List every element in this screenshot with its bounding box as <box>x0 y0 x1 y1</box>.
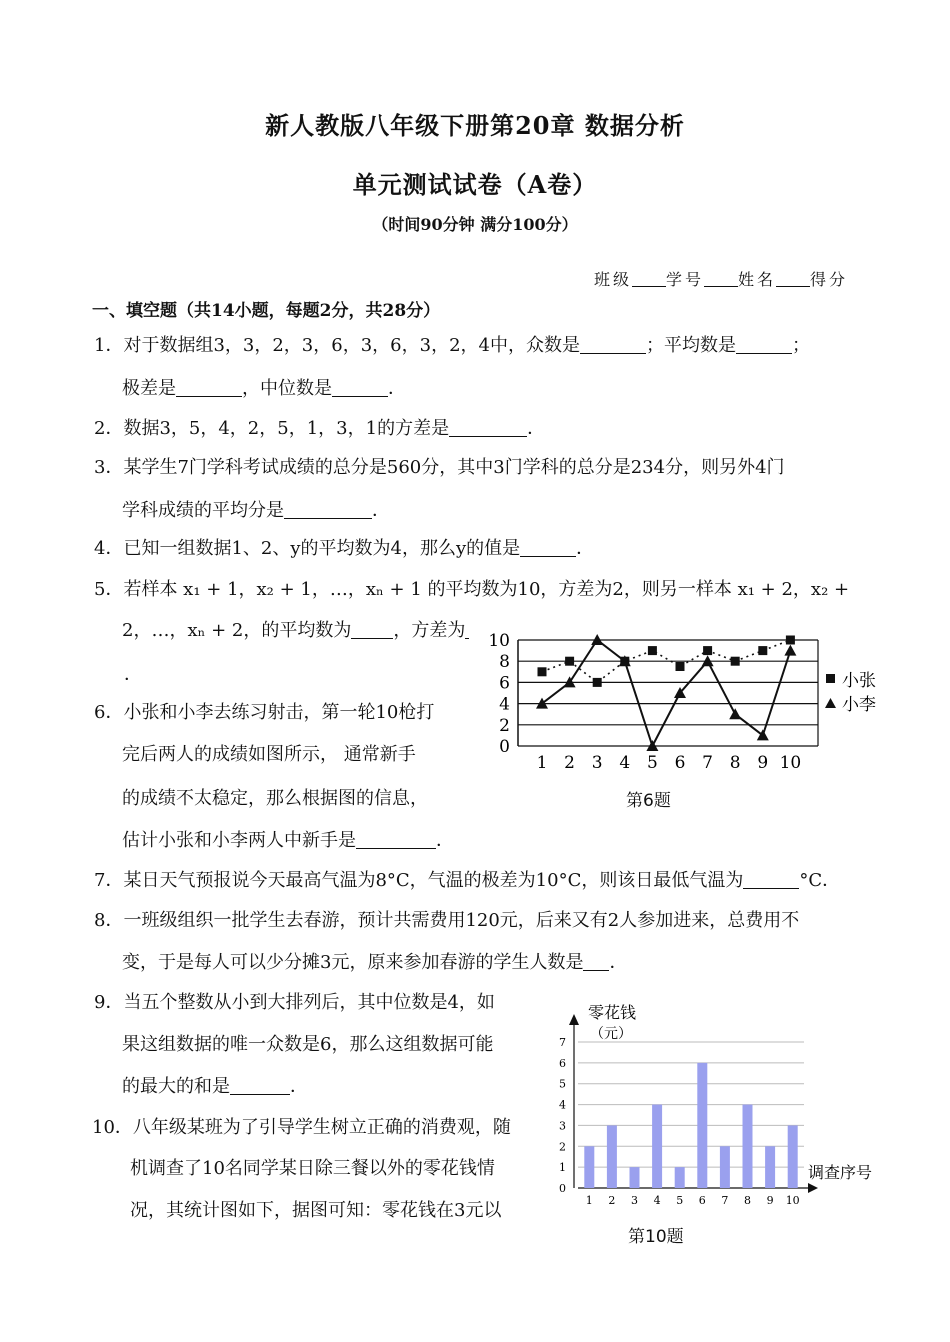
q6-x-tick-label: 3 <box>591 753 603 773</box>
q9-blank[interactable] <box>230 1076 290 1095</box>
q1-blank-mean[interactable] <box>736 335 792 354</box>
q10-chart-caption: 第10题 <box>628 1227 684 1247</box>
q6-y-tick-label: 2 <box>499 715 510 736</box>
q10-y-tick-label: 2 <box>559 1140 566 1154</box>
q1-text-2: ；平均数是 <box>645 335 736 356</box>
q4-text-2: ． <box>576 538 595 559</box>
q6-y-tick-label: 10 <box>488 631 510 651</box>
q1-text-3: ； <box>791 335 810 356</box>
q10-x-tick-label: 10 <box>785 1194 800 1207</box>
q10-bar <box>697 1063 707 1188</box>
question-3-line2 <box>122 500 390 522</box>
q10-x-tick-label: 5 <box>676 1194 684 1207</box>
q5-text-2: ，方差为 <box>393 620 466 641</box>
q10-y-tick-label: 6 <box>559 1056 566 1070</box>
question-5-line2 <box>122 620 469 642</box>
question-5-line3: ． <box>124 664 142 685</box>
q6-point-zhang <box>731 657 740 666</box>
q6-legend-label-zhang: 小张 <box>842 671 876 691</box>
q6-point-zhang <box>703 646 712 655</box>
q5-blank-mean[interactable] <box>351 620 393 639</box>
q1-text: 1．对于数据组3，3，2，3，6，3，6，3，2，4中，众数是 <box>94 335 580 356</box>
q10-bar <box>720 1146 730 1188</box>
question-9-line2: 果这组数据的唯一众数是6，那么这组数据可能 <box>122 1034 494 1055</box>
q6-point-zhang <box>648 646 657 655</box>
question-8-line1: 8．一班级组织一批学生去春游，预计共需费用120元，后来又有2人参加进来，总费用不 <box>94 910 800 931</box>
q2-text-2: ． <box>527 418 546 439</box>
q6-chart-caption: 第6题 <box>626 791 671 811</box>
question-6-line1: 6．小张和小李去练习射击，第一轮10枪打 <box>94 702 435 723</box>
q10-x-label: 调查序号 <box>808 1163 873 1182</box>
q6-point-zhang <box>565 657 574 666</box>
q10-bar <box>607 1125 617 1188</box>
q10-x-tick-label: 3 <box>631 1194 638 1207</box>
q6-text: 估计小张和小李两人中新手是 <box>122 830 356 851</box>
q6-x-tick-label: 8 <box>729 753 741 773</box>
q6-x-tick-label: 1 <box>536 753 548 773</box>
question-1-line2 <box>122 378 406 400</box>
q7-blank[interactable] <box>743 870 799 889</box>
question-9-line3 <box>122 1076 308 1098</box>
q10-x-tick-label: 6 <box>698 1194 706 1207</box>
student-info-row <box>594 267 848 290</box>
q4-text: 4．已知一组数据1、2、y的平均数为4，那么y的值是 <box>94 538 521 559</box>
q6-blank[interactable] <box>356 830 436 849</box>
class-blank[interactable] <box>632 270 666 287</box>
q6-x-tick-label: 7 <box>702 753 714 773</box>
q6-point-zhang <box>538 667 547 676</box>
q10-y-tick-label: 3 <box>559 1119 566 1133</box>
name-label: 姓名 <box>738 270 777 289</box>
q3-text: 学科成绩的平均分是 <box>122 500 284 521</box>
q10-x-tick-label: 2 <box>608 1194 616 1207</box>
q10-y-unit: （元） <box>590 1026 632 1042</box>
question-3-line1: 3．某学生7门学科考试成绩的总分是560分，其中3门学科的总分是234分，则另外4门 <box>94 457 785 478</box>
q6-line-chart <box>470 628 890 778</box>
q6-legend-marker-zhang <box>826 674 835 683</box>
q1-text-6: ． <box>388 378 406 399</box>
question-7 <box>94 870 840 892</box>
q6-point-zhang <box>593 678 602 687</box>
q10-x-axis-arrow <box>808 1183 818 1193</box>
q3-blank[interactable] <box>284 500 372 519</box>
q1-blank-range[interactable] <box>176 378 242 397</box>
id-blank[interactable] <box>704 270 738 287</box>
q6-x-tick-label: 4 <box>619 753 631 773</box>
exam-subtitle: （时间90分钟 满分100分） <box>372 215 578 234</box>
q10-x-tick-label: 7 <box>721 1194 729 1207</box>
q10-bar <box>788 1125 798 1188</box>
exam-title-line2: 单元测试试卷（A卷） <box>352 170 598 199</box>
q10-bar <box>765 1146 775 1188</box>
q10-y-axis-arrow <box>569 1014 579 1025</box>
q6-point-li <box>729 708 741 719</box>
q6-point-zhang <box>758 646 767 655</box>
q6-y-tick-label: 0 <box>499 737 510 757</box>
q10-x-tick-label: 9 <box>766 1194 774 1207</box>
q6-text-2: ． <box>436 830 454 851</box>
class-label: 班级 <box>594 270 633 289</box>
q6-x-tick-label: 2 <box>564 753 576 773</box>
q10-bar <box>675 1167 685 1188</box>
name-blank[interactable] <box>776 270 810 287</box>
q10-bar <box>630 1167 640 1188</box>
q10-x-tick-label: 4 <box>653 1194 661 1207</box>
question-2 <box>94 418 545 440</box>
q10-y-tick-label: 4 <box>559 1098 566 1112</box>
q8-blank[interactable] <box>583 952 609 971</box>
q2-text: 2．数据3，5，4，2，5，1，3，1的方差是 <box>94 418 450 439</box>
q6-point-zhang <box>676 662 685 671</box>
q10-x-tick-label: 1 <box>585 1194 593 1207</box>
q3-text-2: ． <box>372 500 390 521</box>
q1-blank-median[interactable] <box>332 378 388 397</box>
q6-point-zhang <box>786 636 795 645</box>
score-label: 得分 <box>810 270 849 289</box>
q6-legend-label-li: 小李 <box>842 695 876 715</box>
section-1-heading: 一、填空题（共14小题，每题2分，共28分） <box>92 301 441 321</box>
q5-text: 2，…，xₙ + 2，的平均数为 <box>122 620 352 641</box>
q7-text: 7．某日天气预报说今天最高气温为8°C，气温的极差为10°C，则该日最低气温为 <box>94 870 744 891</box>
question-9-line1: 9．当五个整数从小到大排列后，其中位数是4，如 <box>94 992 495 1013</box>
q1-text-4: 极差是 <box>122 378 176 399</box>
q10-y-tick-label: 1 <box>559 1161 566 1175</box>
q7-text-2: °C． <box>799 870 841 891</box>
question-5-line1: 5．若样本 x₁ + 1，x₂ + 1，…，xₙ + 1 的平均数为10，方差为2，则另一样本 x₁ + 2，x₂ + <box>94 579 850 600</box>
q10-bar <box>743 1105 753 1188</box>
q6-y-tick-label: 6 <box>499 673 510 694</box>
q6-x-tick-label: 5 <box>646 753 658 773</box>
q10-x-tick-label: 8 <box>744 1194 751 1207</box>
q9-text: 的最大的和是 <box>122 1076 230 1097</box>
q10-y-tick-label: 7 <box>559 1036 566 1049</box>
question-4 <box>94 538 594 560</box>
q2-blank[interactable] <box>449 418 527 437</box>
q10-y-label: 零花钱 <box>588 1003 637 1022</box>
q10-y-tick-label: 5 <box>559 1077 566 1091</box>
question-6-line2: 完后两人的成绩如图所示， 通常新手 <box>122 744 416 765</box>
q6-point-li <box>784 645 796 656</box>
q4-blank[interactable] <box>520 538 576 557</box>
q1-blank-mode[interactable] <box>580 335 646 354</box>
id-label: 学号 <box>666 270 705 289</box>
q6-x-tick-label: 6 <box>674 753 686 773</box>
q1-text-5: ，中位数是 <box>242 378 332 399</box>
question-6-line3: 的成绩不太稳定，那么根据图的信息， <box>122 788 428 809</box>
q6-x-tick-label: 10 <box>779 753 802 773</box>
q5-blank-variance[interactable] <box>465 620 469 639</box>
q6-legend-marker-li <box>825 698 836 708</box>
question-10-line2: 机调查了10名同学某日除三餐以外的零花钱情 <box>130 1158 495 1179</box>
q10-bar-chart <box>550 1000 890 1220</box>
q10-bar <box>584 1146 594 1188</box>
q8-text: 变，于是每人可以少分摊3元，原来参加春游的学生人数是 <box>122 952 584 973</box>
q10-bar <box>652 1105 662 1188</box>
question-8-line2 <box>122 952 627 974</box>
question-10-line3: 况，其统计图如下，据图可知：零花钱在3元以 <box>130 1200 502 1221</box>
question-10-line1: 10．八年级某班为了引导学生树立正确的消费观，随 <box>92 1117 511 1138</box>
q8-text-2: ． <box>609 952 628 973</box>
q9-text-2: ． <box>290 1076 308 1097</box>
q6-y-tick-label: 8 <box>499 652 510 673</box>
question-6-line4 <box>122 830 454 852</box>
q6-y-tick-label: 4 <box>499 694 510 715</box>
q10-y-tick-label: 0 <box>559 1182 566 1195</box>
question-1-line1 <box>94 335 810 357</box>
q6-x-tick-label: 9 <box>757 753 769 773</box>
q6-series-line-li <box>542 640 790 746</box>
exam-title-line1: 新人教版八年级下册第20章 数据分析 <box>265 111 685 140</box>
